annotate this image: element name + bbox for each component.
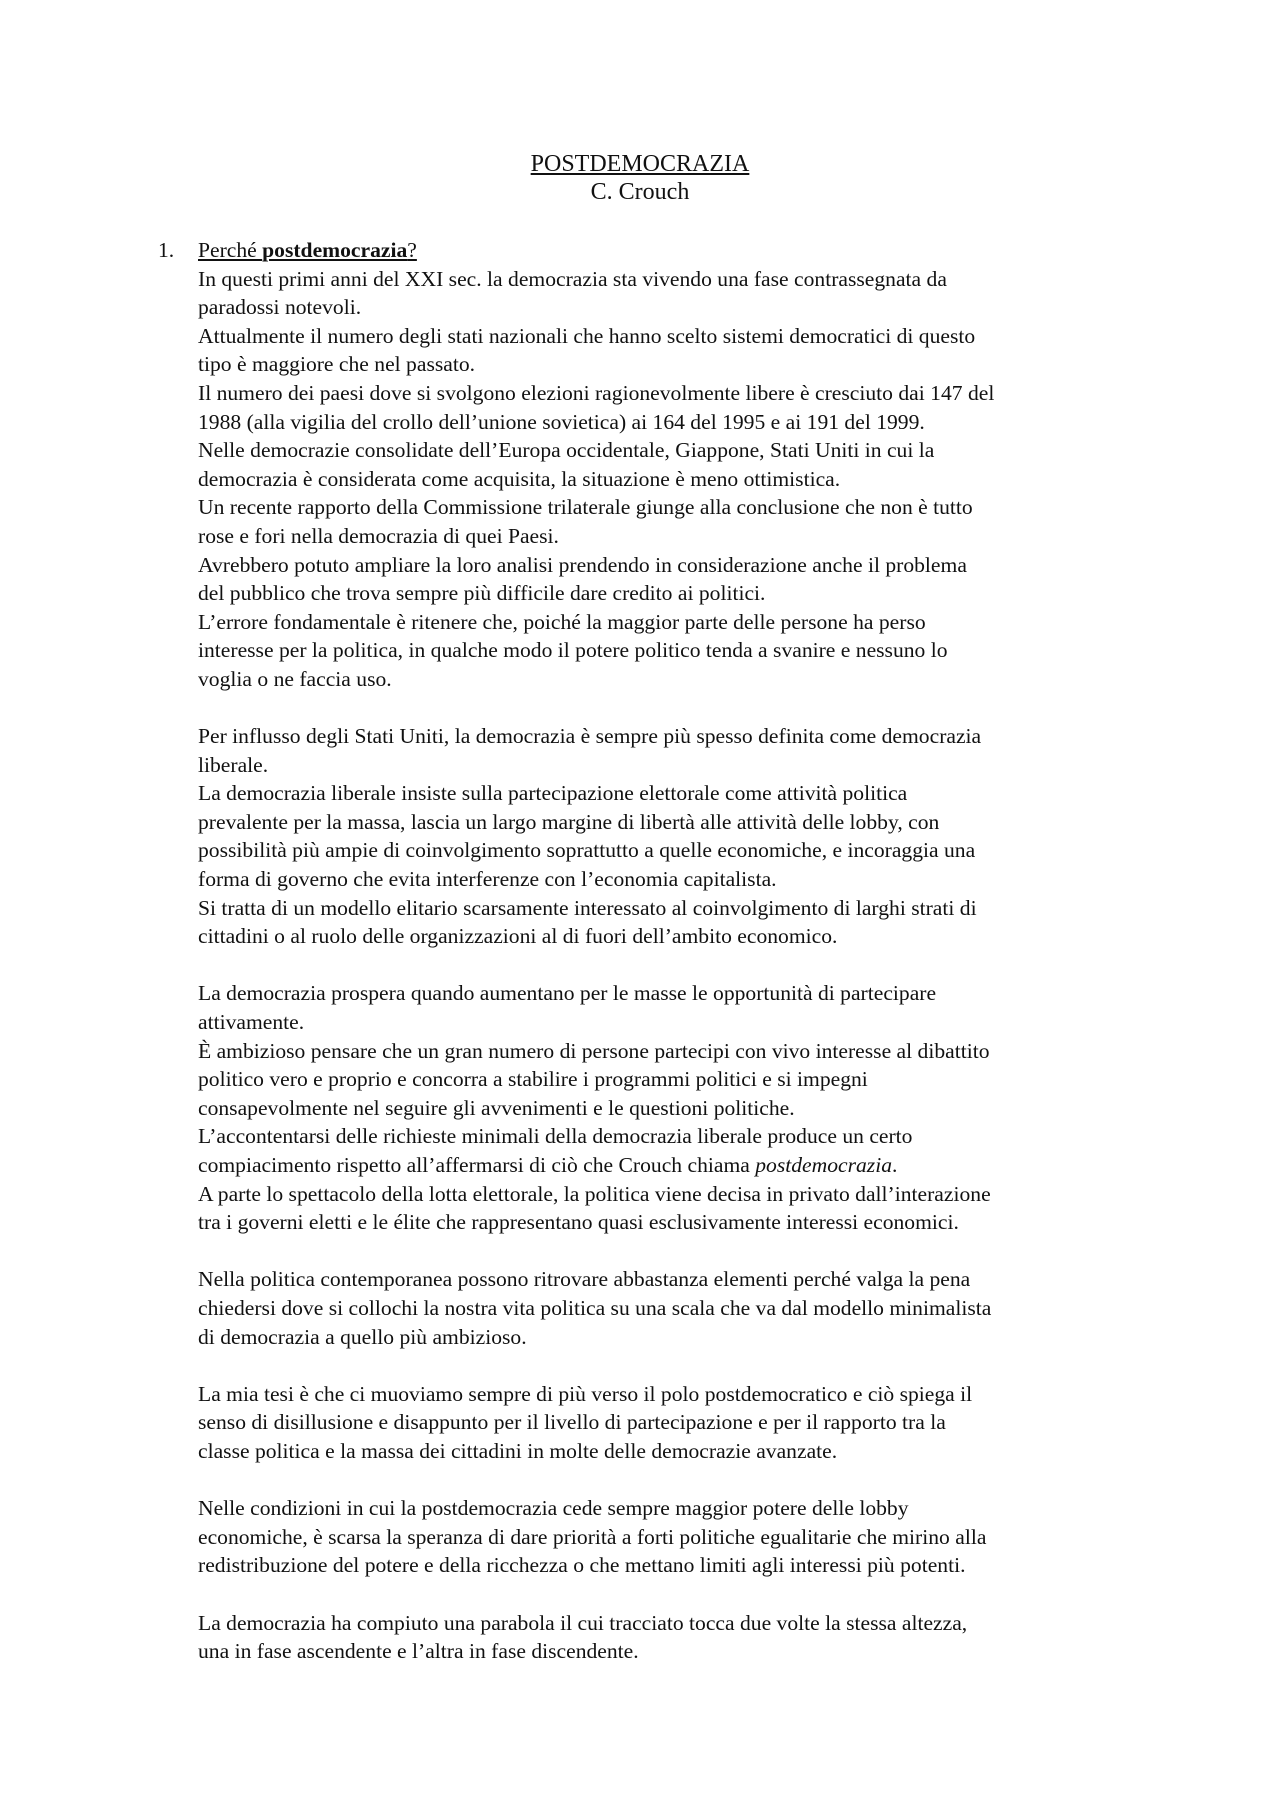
text-line: Nella politica contemporanea possono ritrovare abbastanza elementi perché valga la pena [198, 1267, 971, 1292]
text-line: economiche, è scarsa la speranza di dare priorità a forti politiche egualitarie che mirino alla [198, 1524, 987, 1549]
title-block [0, 150, 1280, 206]
text-line: Attualmente il numero degli stati nazionali che hanno scelto sistemi democratici di questo [198, 323, 976, 348]
text-line: L’errore fondamentale è ritenere che, poiché la maggior parte delle persone ha perso [198, 609, 926, 634]
paragraph-2 [198, 722, 1158, 951]
text-line: interesse per la politica, in qualche modo il potere politico tenda a svanire e nessuno lo [198, 638, 948, 663]
text-line: del pubblico che trova sempre più difficile dare credito ai politici. [198, 581, 766, 606]
text-line: voglia o ne faccia uso. [198, 666, 392, 691]
text-line: tipo è maggiore che nel passato. [198, 352, 476, 377]
text-line: cittadini o al ruolo delle organizzazioni al di fuori dell’ambito economico. [198, 924, 838, 949]
text-line: L’accontentarsi delle richieste minimali della democrazia liberale produce un certo [198, 1124, 913, 1149]
text-line: senso di disillusione e disappunto per il livello di partecipazione e per il rapporto tra la [198, 1410, 946, 1435]
text-line: politico vero e proprio e concorra a stabilire i programmi politici e si impegni [198, 1067, 868, 1092]
text-line: classe politica e la massa dei cittadini in molte delle democrazie avanzate. [198, 1438, 838, 1463]
paragraph-7 [198, 1609, 1158, 1666]
text-line: di democrazia a quello più ambizioso. [198, 1324, 527, 1349]
heading-suffix: ? [407, 238, 417, 262]
text-line: redistribuzione del potere e della ricchezza o che mettano limiti agli interessi più potenti. [198, 1553, 966, 1578]
text-line: possibilità più ampie di coinvolgimento soprattutto a quelle economiche, e incoraggia una [198, 838, 976, 863]
text-line: attivamente. [198, 1010, 305, 1035]
emphasis-line-suffix: . [892, 1153, 898, 1177]
heading-keyword: postdemocrazia [262, 238, 408, 262]
heading-prefix: Perché [198, 238, 263, 262]
text-line [198, 1151, 1158, 1180]
text-line: La democrazia prospera quando aumentano per le masse le opportunità di partecipare [198, 981, 937, 1006]
text-line: Nelle condizioni in cui la postdemocrazia cede sempre maggior potere delle lobby [198, 1496, 909, 1521]
text-line: tra i governi eletti e le élite che rappresentano quasi esclusivamente interessi economici. [198, 1210, 959, 1235]
text-line: La democrazia ha compiuto una parabola il cui tracciato tocca due volte la stessa altezza, [198, 1610, 968, 1635]
text-line: Per influsso degli Stati Uniti, la democrazia è sempre più spesso definita come democrazia [198, 724, 982, 749]
text-line: paradossi notevoli. [198, 295, 362, 320]
section-number: 1. [158, 238, 175, 262]
text-line: chiedersi dove si collochi la nostra vita politica su una scala che va dal modello minimalista [198, 1295, 992, 1320]
text-line: La democrazia liberale insiste sulla partecipazione elettorale come attività politica [198, 781, 908, 806]
text-line: Nelle democrazie consolidate dell’Europa occidentale, Giappone, Stati Uniti in cui la [198, 438, 935, 463]
section-1 [158, 236, 1158, 1694]
paragraph-4 [198, 1265, 1158, 1351]
text-line: una in fase ascendente e l’altra in fase discendente. [198, 1639, 639, 1664]
text-line: democrazia è considerata come acquisita, la situazione è meno ottimistica. [198, 466, 841, 491]
text-line: È ambizioso pensare che un gran numero di persone partecipi con vivo interesse al dibattito [198, 1038, 990, 1063]
text-line: Si tratta di un modello elitario scarsamente interessato al coinvolgimento di larghi strati di [198, 895, 977, 920]
document-author: C. Crouch [590, 179, 690, 205]
text-line: La mia tesi è che ci muoviamo sempre di più verso il polo postdemocratico e ciò spiega il [198, 1381, 973, 1406]
text-line: Un recente rapporto della Commissione trilaterale giunge alla conclusione che non è tutto [198, 495, 973, 520]
section-heading [198, 236, 1158, 265]
text-line: Il numero dei paesi dove si svolgono elezioni ragionevolmente libere è cresciuto dai 147 del [198, 380, 995, 405]
text-line: consapevolmente nel seguire gli avvenimenti e le questioni politiche. [198, 1095, 795, 1120]
text-line: prevalente per la massa, lascia un largo margine di libertà alle attività delle lobby, con [198, 809, 940, 834]
text-line: rose e fori nella democrazia di quei Paesi. [198, 523, 559, 548]
text-line: liberale. [198, 752, 269, 777]
text-line: 1988 (alla vigilia del crollo dell’unione sovietica) ai 164 del 1995 e ai 191 del 1999. [198, 409, 925, 434]
paragraph-3 [198, 979, 1158, 1236]
text-line: In questi primi anni del XXI sec. la democrazia sta vivendo una fase contrassegnata da [198, 266, 947, 291]
document-title: POSTDEMOCRAZIA [530, 151, 750, 177]
paragraph-5 [198, 1380, 1158, 1466]
paragraph-6 [198, 1494, 1158, 1580]
text-line: forma di governo che evita interferenze con l’economia capitalista. [198, 867, 777, 892]
emphasis-word: postdemocrazia [755, 1153, 892, 1177]
paragraph-1 [198, 265, 1158, 694]
text-line: Avrebbero potuto ampliare la loro analisi prendendo in considerazione anche il problema [198, 552, 967, 577]
text-line: A parte lo spettacolo della lotta elettorale, la politica viene decisa in privato dall’interazione [198, 1181, 991, 1206]
emphasis-line-prefix: compiacimento rispetto all’affermarsi di ciò che Crouch chiama [198, 1153, 756, 1177]
